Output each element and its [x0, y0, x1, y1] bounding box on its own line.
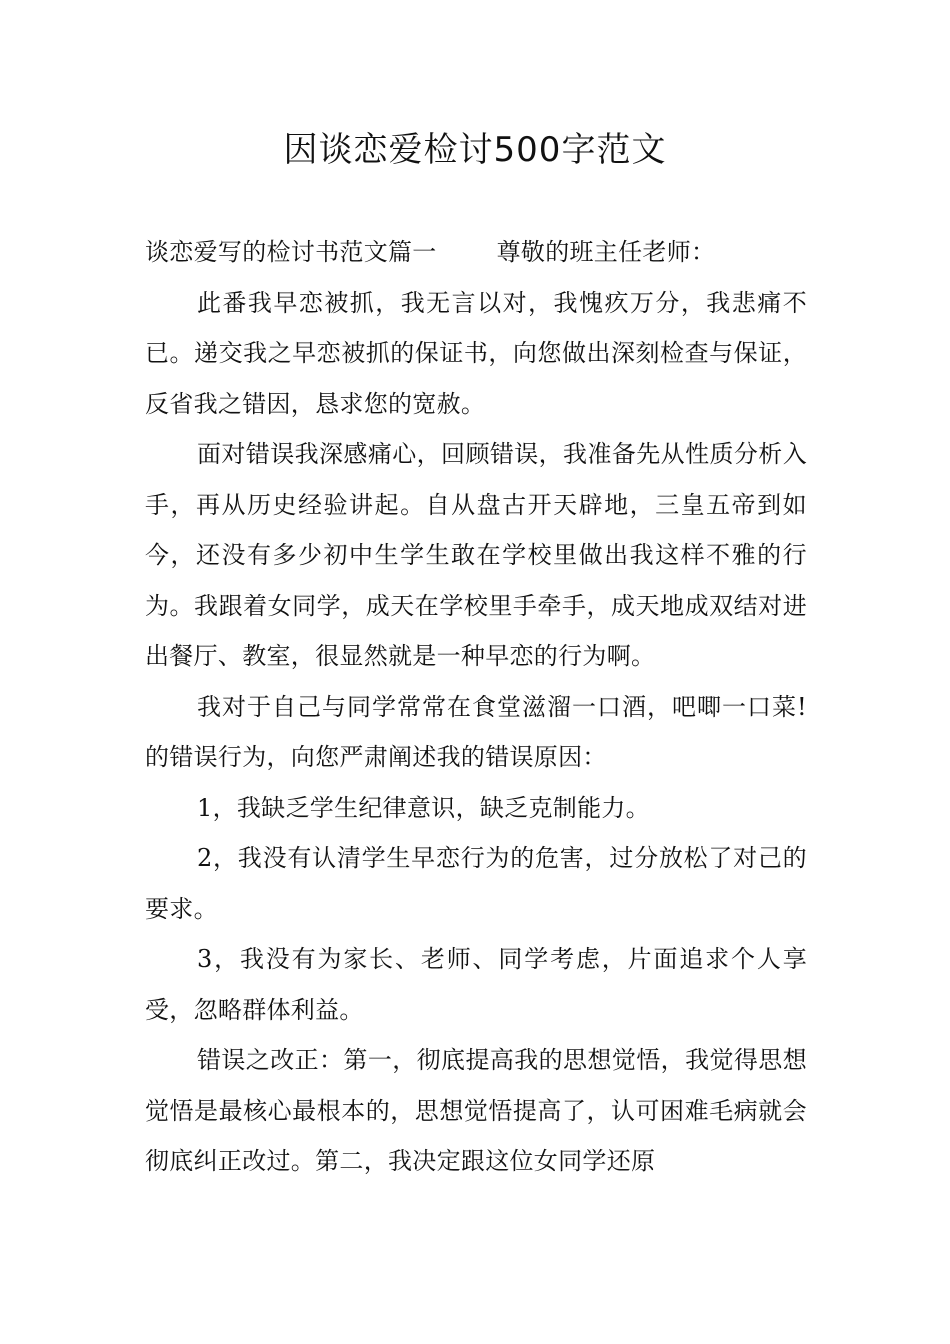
paragraph: 此番我早恋被抓，我无言以对，我愧疚万分，我悲痛不已。递交我之早恋被抓的保证书，向您做出深刻检查与保证，反省我之错因，恳求您的宽赦。 [145, 288, 807, 418]
list-item: 2，我没有认清学生早恋行为的危害，过分放松了对己的要求。 [145, 844, 807, 923]
document-title: 因谈恋爱检讨500字范文 [283, 130, 667, 170]
paragraph: 面对错误我深感痛心，回顾错误，我准备先从性质分析入手，再从历史经验讲起。自从盘古开天辟地，三皇五帝到如今，还没有多少初中生学生敢在学校里做出我这样不雅的行为。我跟着女同学，成天在学校里手牵手，成天地成双结对进出餐厅、教室，很显然就是一种早恋的行为啊。 [145, 440, 807, 670]
salutation: 尊敬的班主任老师： [496, 238, 716, 266]
intro-line [145, 227, 807, 278]
list-item: 3，我没有为家长、老师、同学考虑，片面追求个人享受，忽略群体利益。 [145, 945, 807, 1024]
paragraph: 错误之改正：第一，彻底提高我的思想觉悟，我觉得思想觉悟是最核心最根本的，思想觉悟提高了，认可困难毛病就会彻底纠正改过。第二，我决定跟这位女同学还原 [145, 1046, 807, 1175]
paragraph: 我对于自己与同学常常在食堂滋溜一口酒，吧唧一口菜!的错误行为，向您严肃阐述我的错误原因： [145, 692, 807, 771]
document-body [145, 227, 807, 1187]
intro-heading: 谈恋爱写的检讨书范文篇一 [145, 238, 437, 266]
list-item: 1，我缺乏学生纪律意识，缺乏克制能力。 [197, 793, 650, 822]
